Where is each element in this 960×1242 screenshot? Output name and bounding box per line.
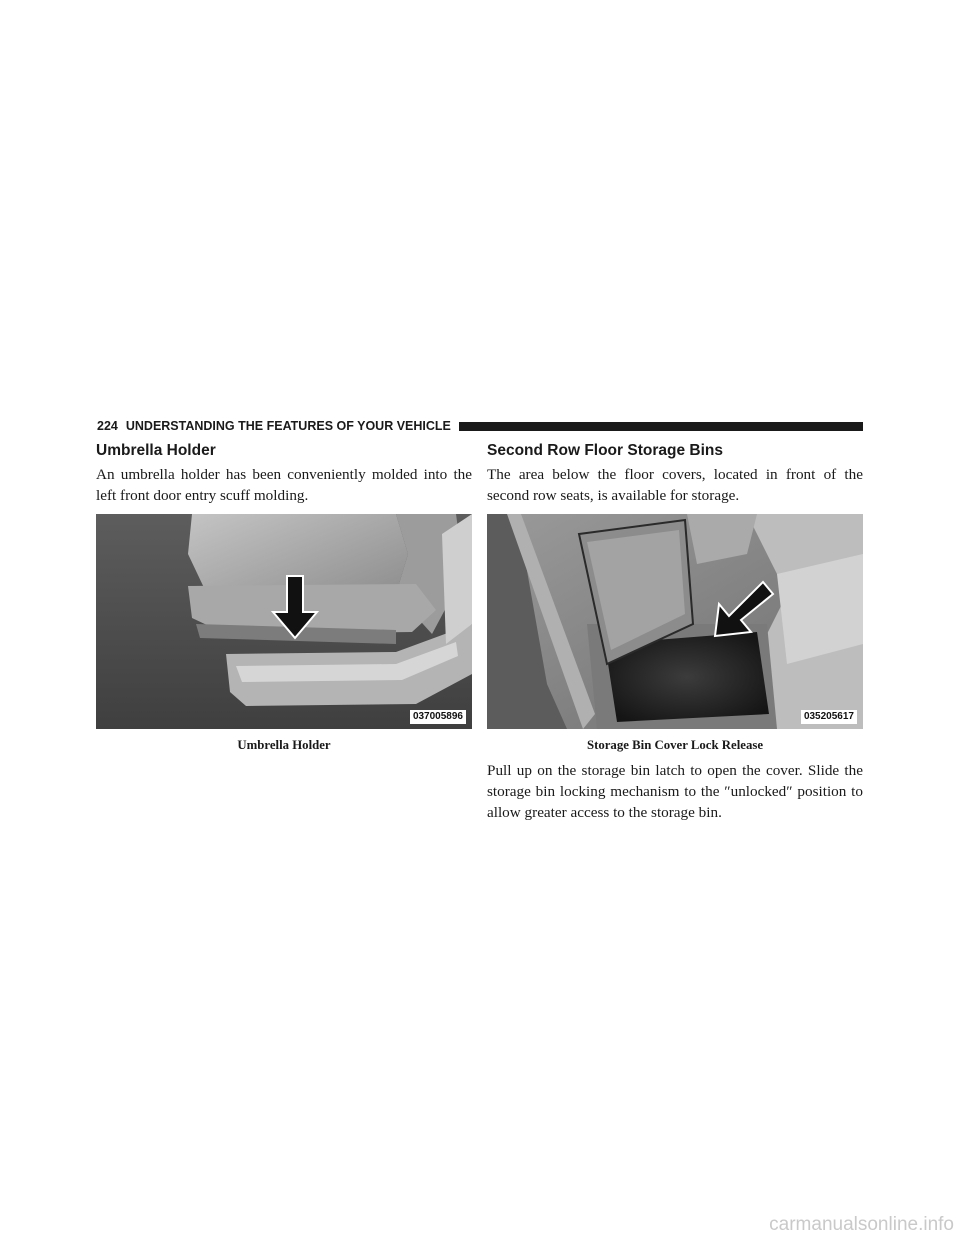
storage-bin-instructions: Pull up on the storage bin latch to open the cover. Slide the storage bin locking mechanism to the ″unlocked″ position to allow greater access to the storage bin. bbox=[487, 762, 863, 821]
running-head bbox=[97, 418, 863, 434]
umbrella-holder-heading: Umbrella Holder bbox=[96, 442, 216, 459]
storage-bin-figure bbox=[487, 514, 863, 729]
storage-bin-illustration bbox=[487, 514, 863, 729]
left-column bbox=[96, 441, 472, 754]
figure-caption: Storage Bin Cover Lock Release bbox=[586, 738, 764, 752]
figure-code: 037005896 bbox=[410, 710, 466, 724]
umbrella-holder-illustration bbox=[96, 514, 472, 729]
site-watermark: carmanualsonline.info bbox=[769, 1214, 954, 1235]
right-column bbox=[487, 441, 863, 823]
section-title: UNDERSTANDING THE FEATURES OF YOUR VEHICLE bbox=[125, 419, 451, 433]
storage-bins-heading: Second Row Floor Storage Bins bbox=[487, 442, 723, 459]
page-number: 224 bbox=[97, 419, 118, 433]
umbrella-holder-figure bbox=[96, 514, 472, 729]
figure-caption: Umbrella Holder bbox=[237, 738, 331, 752]
header-rule bbox=[459, 422, 863, 431]
figure-code: 035205617 bbox=[801, 710, 857, 724]
umbrella-holder-text: An umbrella holder has been conveniently molded into the left front door entry scuff molding. bbox=[96, 466, 472, 504]
storage-bins-text: The area below the floor covers, located in front of the second row seats, is available for storage. bbox=[487, 466, 863, 504]
